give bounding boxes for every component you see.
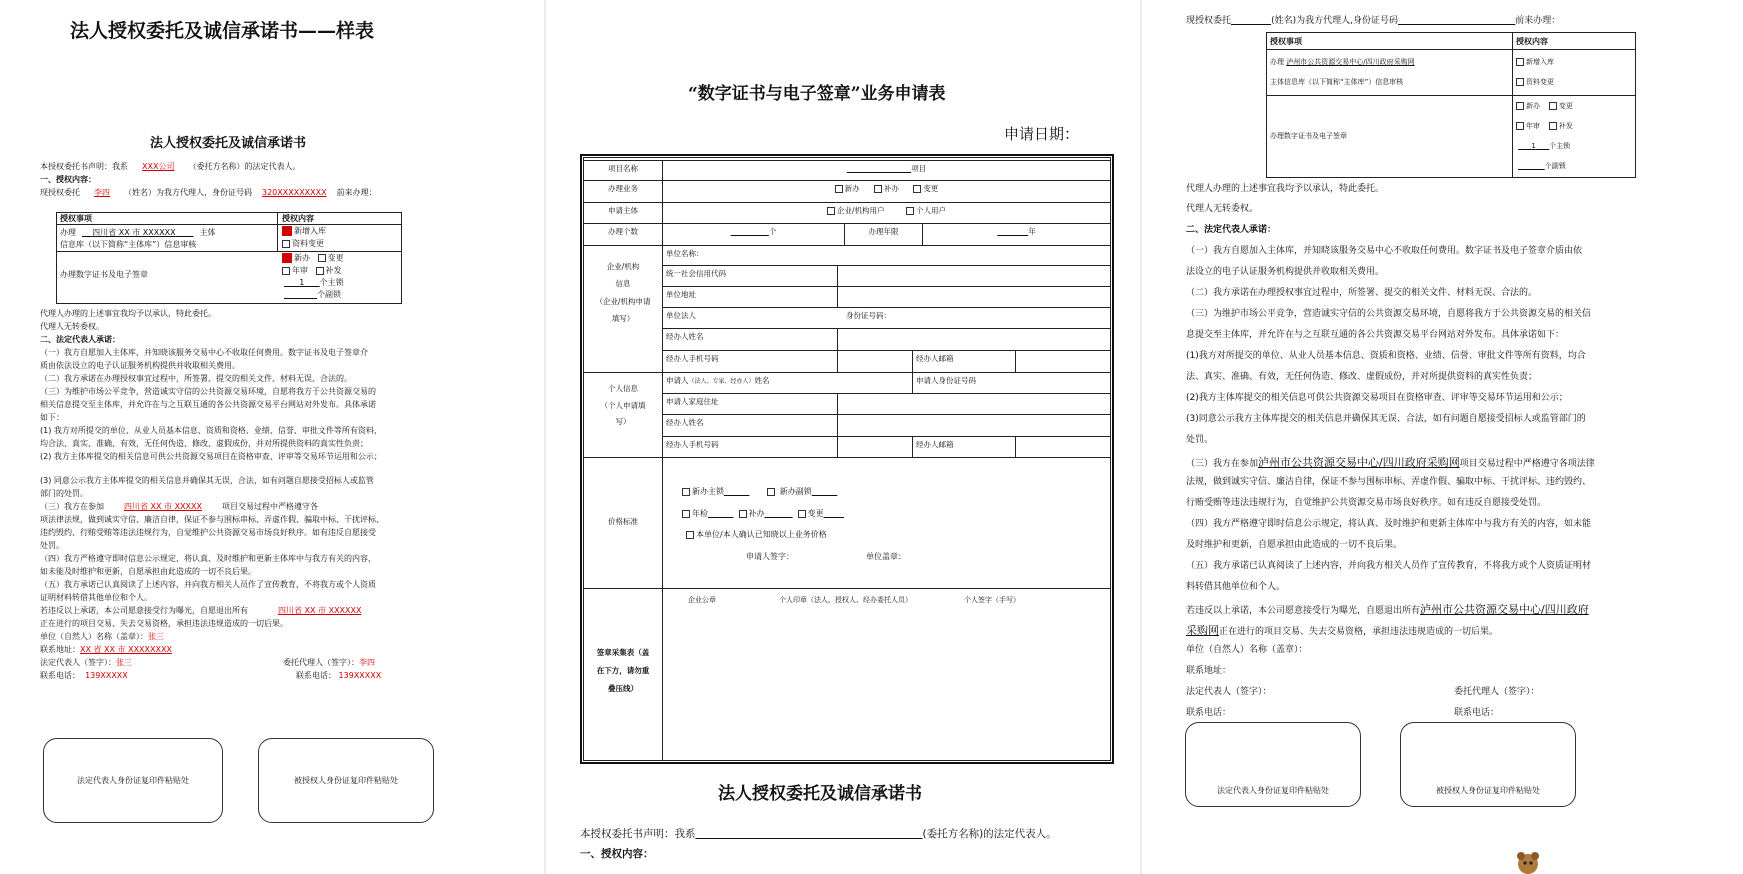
label-handler: 经办人姓名 (662, 414, 838, 437)
table-cell: 办理 四川省 XX 市 XXXXXX 主体 (60, 228, 216, 237)
agent-line: 现授权委托 (姓名)为我方代理人,身份证号码 前来办理： (1186, 16, 1561, 26)
lock-count: 个副锁 (1544, 162, 1566, 170)
checkbox-icon (682, 488, 690, 496)
lock-count: 个副锁 (317, 290, 342, 299)
text-line: 均合法、真实、准确、有效，无任何伪造、修改、虚假成份，并对所提供资料的真实性负责； (40, 439, 368, 448)
text-line: 息提交至主体库，并允许在与之互联互通的各公共资源交易平台网站对外发布。具体承诺如下： (1186, 330, 1565, 340)
text-line: （五）我方承诺已认真阅读了上述内容，并向我方相关人员作了宣传教育，不将我方或个人资质 (40, 580, 376, 589)
text-line: 法、真实、准确、有效，无任何伪造、修改、虚假成份，并对所提供资料的真实性负责； (1186, 372, 1538, 382)
text-line: （四）我方严格遵守即时信息公示规定，将认真、及时维护和更新主体库中与我方有关的内容，如未能 (1186, 519, 1592, 529)
text-line: 法规，做到诚实守信、廉洁自律，保证不参与围标串标、弄虚作假、骗取中标、干扰评标、违约毁约、 (1186, 477, 1592, 487)
price-confirm[interactable]: 本单位/本人确认已知晓以上业务价格 (686, 530, 827, 540)
label-handler-email: 经办人邮箱 (912, 350, 1016, 373)
text-line: 处罚。 (40, 541, 64, 550)
checkbox-group[interactable]: 新办 变更 (282, 253, 344, 263)
text-line: 及时维护和更新，自愿承担由此造成的一切不良后果。 (1186, 540, 1403, 550)
signature-line: 法定代表人（签字）：张三 (40, 658, 132, 667)
unit-seal-label: 单位盖章： (866, 552, 906, 561)
signature-line: 委托代理人（签字）：李四 (283, 658, 375, 667)
label-price: 价格标准 (583, 457, 663, 589)
table-cell: 办理 泸州市公共资源交易中心/四川政府采购网 (1270, 58, 1415, 66)
label-applicant-id: 申请人身份证号码 (912, 372, 1111, 394)
text-line: 代理人无转委权。 (40, 322, 104, 331)
checkbox-group[interactable]: 年审 补发 (282, 266, 342, 276)
table-header: 授权内容 (282, 214, 314, 223)
section-heading: 一、授权内容： (40, 175, 96, 184)
address-line: 联系地址： (1186, 666, 1232, 676)
table-cell: 办理数字证书及电子签章 (1270, 132, 1347, 140)
text-line: 代理人无转委权。 (1186, 204, 1259, 214)
price-option-row[interactable]: 新办主锁 新办副锁 (682, 487, 837, 497)
table-header: 授权事项 (1270, 37, 1302, 46)
address-line: 联系地址：XX 省 XX 市 XXXXXXXX (40, 645, 172, 654)
page-application-form (546, 0, 1140, 874)
id-card-paste-area: 被授权人身份证复印件粘贴处 (258, 738, 434, 823)
signature-line: 法定代表人（签字）： (1186, 687, 1272, 697)
text-line: 行贿受贿等违法违规行为，自觉维护公共资源交易市场良好秩序。如有违反自愿接受处罚。 (1186, 498, 1547, 508)
field-address[interactable] (837, 286, 1111, 308)
mascot-icon (1514, 850, 1542, 874)
text-line: 正在进行的项目交易、失去交易资格，承担违法违规造成的一切后果。 (40, 619, 288, 628)
phone-line: 联系电话： (1454, 708, 1500, 718)
checkbox-group[interactable]: 新办 变更 (1516, 102, 1573, 110)
text-line: (2) 我方主体库提交的相关信息可供公共资源交易项目在资格审查、评审等交易环节运用和公示； (40, 452, 382, 461)
years-field[interactable]: 年 (922, 223, 1111, 246)
applicant-signature-label: 申请人签字： (746, 552, 794, 561)
text-line: 若违反以上承诺，本公司愿意接受行为曝光，自愿退出所有 四川省 XX 市 XXXXXX (40, 606, 362, 615)
page-sample (0, 0, 544, 874)
seal-column-label: 个人签字（手写） (964, 596, 1020, 604)
text-line: （二）我方承诺在办理授权事宜过程中，所签署、提交的相关文件、材料无误、合法的。 (40, 374, 352, 383)
phone-line: 联系电话： 139XXXXX (40, 671, 128, 680)
text-line: （三）我方在参加 四川省 XX 市 XXXXX 项目交易过程中严格遵守各 (40, 502, 318, 511)
table-header: 授权内容 (1516, 37, 1548, 46)
text-line: 料转借其他单位和个人。 (1186, 582, 1286, 592)
apply-date-label: 申请日期： (1004, 125, 1080, 143)
label-personal-info: 个人信息 （个人申请填 写） (583, 372, 663, 458)
text-line: (1) 我方对所提交的单位、从业人员基本信息、资质和资格、业绩、信誉、审批文件等所有资料， (40, 426, 382, 435)
checkbox-icon (686, 531, 694, 539)
project-field[interactable]: 项目 (662, 160, 1111, 181)
checkbox-icon (282, 267, 290, 275)
section-heading: 二、法定代表人承诺： (40, 335, 120, 344)
text-line: （一）我方自愿加入主体库，并知晓该服务交易中心不收取任何费用。数字证书及电子签章介 (40, 348, 368, 357)
signature-line: 委托代理人（签字）： (1454, 687, 1540, 697)
text-line: (3) 同意公示我方主体库提交的相关信息并确保其无误，合法，如有问题自愿接受招标人或监管 (40, 476, 374, 485)
checkbox-icon (1516, 78, 1524, 86)
text-line: 质由依法设立的电子认证服务机构提供并收取相关费用。 (40, 361, 240, 370)
field-handler-email[interactable] (1015, 350, 1111, 373)
id-card-paste-area: 被授权人身份证复印件粘贴处 (1400, 722, 1576, 807)
checkbox-icon (1516, 102, 1524, 110)
text-line: （一）我方自愿加入主体库，并知晓该服务交易中心不收取任何费用。数字证书及电子签章介质由依 (1186, 246, 1583, 256)
label-project: 项目名称 (583, 160, 663, 181)
phone-line: 联系电话： (1186, 708, 1232, 718)
text-line: 采购网正在进行的项目交易、失去交易资格，承担违法违规造成的一切后果。 (1186, 624, 1499, 637)
checkbox-icon (318, 254, 326, 262)
checkbox-new-entry[interactable]: 新增入库 (282, 226, 326, 236)
checkbox-group[interactable]: 年审 补发 (1516, 122, 1573, 130)
label-handler-phone: 经办人手机号码 (662, 436, 838, 458)
id-card-paste-area: 法定代表人身份证复印件粘贴处 (43, 738, 223, 823)
checkbox-icon (1516, 122, 1524, 130)
text-line: 项法律法规，做到诚实守信、廉洁自律，保证不参与围标串标、弄虚作假、骗取中标、干扰评标、 (40, 515, 384, 524)
label-credit-code: 统一社会信用代码 (662, 265, 838, 287)
text-line: (3)同意公示我方主体库提交的相关信息并确保其无误、合法，如有问题自愿接受招标人或监管部门的 (1186, 414, 1586, 424)
table-cell: 主体信息库（以下简称“主体库”）信息审核 (1270, 78, 1404, 86)
checkbox-new-entry[interactable]: 新增入库 (1516, 58, 1554, 66)
label-subject: 申请主体 (583, 202, 663, 224)
field-handler-phone[interactable] (837, 350, 913, 373)
text-line: （二）我方承诺在办理授权事宜过程中，所签署、提交的相关文件、材料无误、合法的。 (1186, 288, 1538, 298)
checkbox-icon (1516, 58, 1524, 66)
label-applicant: 申请人（法人、专家、经办人）姓名 (662, 372, 913, 394)
table-header: 授权事项 (60, 214, 92, 223)
text-line: 如下： (40, 413, 64, 422)
text-line: 部门的处罚。 (40, 489, 88, 498)
table-cell: 办理数字证书及电子签章 (60, 270, 148, 279)
signature-line: 单位（自然人）名称（盖章）： (1186, 645, 1308, 655)
checkbox-data-change[interactable]: 资料变更 (1516, 78, 1554, 86)
text-line: 违约毁约、行贿受贿等违法违规行为，自觉维护公共资源交易市场良好秩序。如有违反自愿接受 (40, 528, 376, 537)
checked-box-icon (282, 226, 292, 236)
page-commitment (1142, 0, 1743, 874)
label-org-info: 企业/机构 信息 （企业/机构申请 填写） (583, 245, 663, 373)
checkbox-icon (1549, 102, 1557, 110)
price-option-row[interactable]: 年检 补办 变更 (682, 509, 844, 519)
text-line: 证明材料转借其他单位和个人。 (40, 593, 152, 602)
label-business: 办理业务 (583, 180, 663, 203)
form-title: “数字证书与电子签章”业务申请表 (688, 84, 946, 104)
section-heading: 二、法定代表人承诺： (1186, 225, 1277, 235)
field-company-name[interactable]: 单位名称： (662, 245, 1111, 266)
checked-box-icon (282, 253, 292, 263)
text-line: （三）我方在参加泸州市公共资源交易中心/四川政府采购网项目交易过程中严格遵守各项法律 (1186, 456, 1595, 469)
text-line: 法设立的电子认证服务机构提供并收取相关费用。 (1186, 267, 1385, 277)
text-line: (1)我方对所提交的单位、从业人员基本信息、资质和资格、业绩、信誉、审批文件等所有资料，均合 (1186, 351, 1586, 361)
label-count: 办理个数 (583, 223, 663, 246)
label-home-address: 申请人家庭住址 (662, 393, 838, 415)
text-line: （三）为维护市场公平竞争，营造诚实守信的公共资源交易环境，自愿将我方于公共资源交易的 (40, 387, 376, 396)
text-line: （三）为维护市场公平竞争，营造诚实守信的公共资源交易环境，自愿将我方于公共资源交易的相关信 (1186, 309, 1592, 319)
label-address: 单位地址 (662, 286, 838, 308)
field-legal-person[interactable]: 单位法人 身份证号码： (662, 307, 1111, 329)
statement-line: 本授权委托书声明：我系 XXX公司 （委托方名称）的法定代表人。 (40, 162, 301, 171)
text-line: 代理人办理的上述事宜我均予以承认，特此委托。 (40, 309, 216, 318)
mascot-icon-graphic (1514, 850, 1542, 874)
label-years: 办理年限 (844, 223, 923, 246)
checkbox-icon (798, 510, 806, 518)
text-line: (2)我方主体库提交的相关信息可供公共资源交易项目在资格审查、评审等交易环节运用和公示； (1186, 393, 1568, 403)
label-handler-email: 经办人邮箱 (912, 436, 1016, 458)
checkbox-icon (913, 185, 921, 193)
field-credit-code[interactable] (837, 265, 1111, 287)
checkbox-data-change[interactable]: 资料变更 (282, 239, 324, 249)
seal-column-label: 企业公章 (688, 596, 716, 604)
count-field[interactable]: 个 (662, 223, 845, 246)
statement-line: 本授权委托书声明：我系 (委托方名称)的法定代表人。 (580, 828, 1057, 840)
seal-column-label: 个人印章（法人、授权人、经办委托人员） (779, 596, 912, 604)
subject-options[interactable]: 企业/机构用户 个人用户 (662, 202, 1111, 224)
checkbox-icon (282, 240, 290, 248)
checkbox-icon (316, 267, 324, 275)
phone-line: 联系电话： 139XXXXX (296, 671, 382, 680)
checkbox-icon (835, 185, 843, 193)
business-options[interactable]: 新办 补办 变更 (662, 180, 1111, 203)
text-line: 代理人办理的上述事宜我均予以承认，特此委托。 (1186, 184, 1385, 194)
id-card-paste-area: 法定代表人身份证复印件粘贴处 (1185, 722, 1361, 807)
agent-line: 现授权委托 李四 （姓名）为我方代理人，身份证号码 320XXXXXXXXX 前来办理： (40, 188, 377, 197)
field-handler[interactable] (837, 328, 1111, 351)
document-title: 法人授权委托及诚信承诺书 (150, 136, 307, 151)
signature-line: 单位（自然人）名称（盖章）：张三 (40, 632, 164, 641)
field-home-address[interactable] (837, 393, 1111, 415)
lock-count: 1 个主锁 (299, 278, 344, 287)
price-options (662, 457, 1111, 589)
field-handler-email[interactable] (1015, 436, 1111, 458)
text-line: 如未能及时维护和更新，自愿承担由此造成的一切不良后果。 (40, 567, 256, 576)
field-handler-phone[interactable] (837, 436, 913, 458)
checkbox-icon (682, 510, 690, 518)
label-seal: 签章采集表（盖 在下方，请勿重 叠压线） (583, 588, 663, 761)
checkbox-icon (1549, 122, 1557, 130)
text-line: 若违反以上承诺，本公司愿意接受行为曝光，自愿退出所有泸州市公共资源交易中心/四川政府 (1186, 603, 1589, 616)
checkbox-icon (874, 185, 882, 193)
page-title: 法人授权委托及诚信承诺书——样表 (70, 20, 375, 42)
text-line: （四）我方严格遵守即时信息公示规定，将认真、及时维护和更新主体库中与我方有关的内容， (40, 554, 376, 563)
text-line: 相关信息提交至主体库，并允许在与之互联互通的各公共资源交易平台网站对外发布。具体承诺 (40, 400, 376, 409)
checkbox-icon (739, 510, 747, 518)
document-title: 法人授权委托及诚信承诺书 (718, 784, 922, 804)
table-cell: 信息库（以下简称“主体库”）信息审核 (60, 240, 197, 249)
label-handler: 经办人姓名 (662, 328, 838, 351)
section-heading: 一、授权内容： (580, 848, 654, 860)
lock-count: 1 个主锁 (1531, 142, 1571, 150)
checkbox-icon (827, 207, 835, 215)
field-handler[interactable] (837, 414, 1111, 437)
checkbox-icon (906, 207, 914, 215)
label-handler-phone: 经办人手机号码 (662, 350, 838, 373)
text-line: （五）我方承诺已认真阅读了上述内容，并向我方相关人员作了宣传教育，不将我方或个人资质证明材 (1186, 561, 1592, 571)
text-line: 处罚。 (1186, 435, 1214, 445)
seal-area (662, 588, 1111, 761)
checkbox-icon (767, 488, 775, 496)
